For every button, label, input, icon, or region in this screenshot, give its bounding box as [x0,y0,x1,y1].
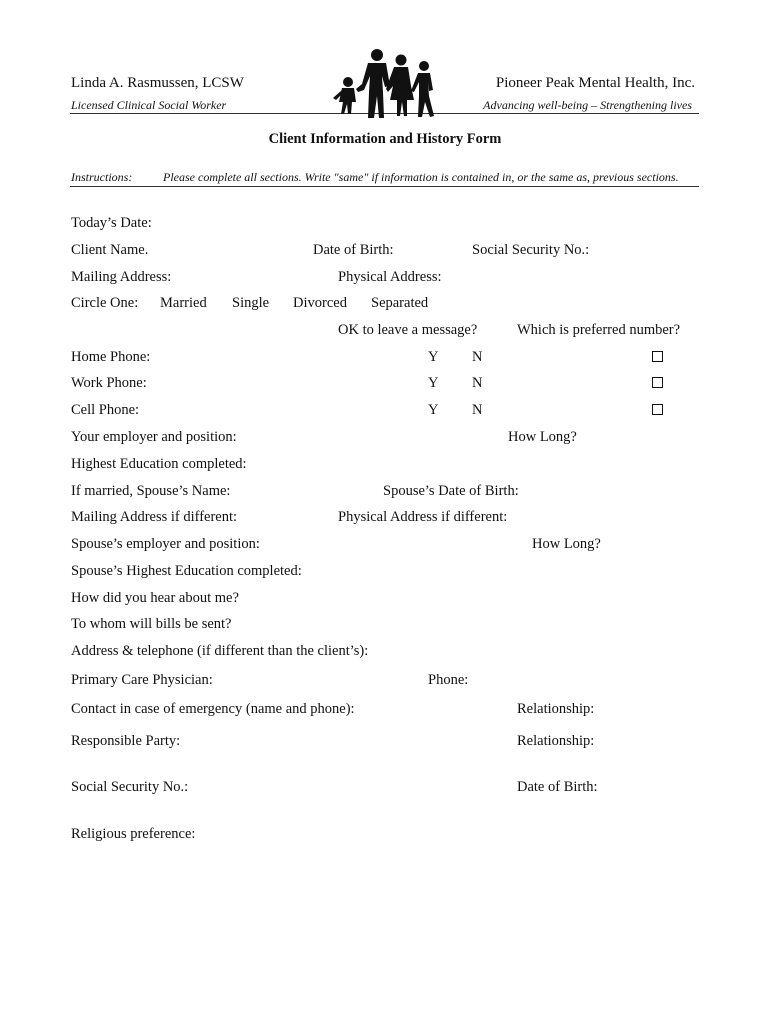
organization-tagline: Advancing well-being – Strengthening lives [483,98,692,112]
spouse-dob-label: Spouse’s Date of Birth: [383,483,519,499]
instructions-text: Please complete all sections. Write "same" if information is contained in, or the same as, previous sections. [163,170,679,184]
spouse-physical-label: Physical Address if different: [338,509,508,525]
marital-separated-option[interactable]: Separated [371,295,429,311]
spouse-mailing-label: Mailing Address if different: [71,509,238,525]
physical-address-label: Physical Address: [338,269,442,285]
home-phone-label: Home Phone: [71,349,151,365]
home-phone-preferred-checkbox[interactable] [652,351,663,362]
referral-source-label: How did you hear about me? [71,590,239,606]
form-title: Client Information and History Form [268,131,502,147]
todays-date-label: Today’s Date: [71,215,152,231]
responsible-ssn-label: Social Security No.: [71,779,189,795]
mailing-address-label: Mailing Address: [71,269,172,285]
how-long-label: How Long? [508,429,577,445]
cell-phone-yes[interactable]: Y [428,402,439,418]
emergency-relationship-label: Relationship: [517,701,595,717]
pcp-label: Primary Care Physician: [71,672,213,688]
work-phone-label: Work Phone: [71,375,147,391]
billing-recipient-label: To whom will bills be sent? [71,616,232,632]
family-silhouette-icon [330,46,440,120]
pcp-phone-label: Phone: [428,672,469,688]
employer-label: Your employer and position: [71,429,237,445]
preferred-number-header: Which is preferred number? [517,322,681,338]
ok-message-header: OK to leave a message? [338,322,478,338]
cell-phone-preferred-checkbox[interactable] [652,404,663,415]
organization-name: Pioneer Peak Mental Health, Inc. [495,75,695,91]
dob-label: Date of Birth: [313,242,394,258]
home-phone-yes[interactable]: Y [428,349,439,365]
marital-married-option[interactable]: Married [160,295,207,311]
practitioner-name: Linda A. Rasmussen, LCSW [71,75,244,91]
cell-phone-label: Cell Phone: [71,402,140,418]
work-phone-preferred-checkbox[interactable] [652,377,663,388]
home-phone-no[interactable]: N [472,349,483,365]
ssn-label: Social Security No.: [472,242,590,258]
spouse-how-long-label: How Long? [532,536,601,552]
spouse-name-label: If married, Spouse’s Name: [71,483,231,499]
instructions-label: Instructions: [71,170,133,184]
education-label: Highest Education completed: [71,456,247,472]
marital-divorced-option[interactable]: Divorced [293,295,347,311]
responsible-relationship-label: Relationship: [517,733,595,749]
spouse-employer-label: Spouse’s employer and position: [71,536,260,552]
religious-preference-label: Religious preference: [71,826,196,842]
responsible-party-label: Responsible Party: [71,733,181,749]
cell-phone-no[interactable]: N [472,402,483,418]
circle-one-label: Circle One: [71,295,139,311]
work-phone-yes[interactable]: Y [428,375,439,391]
client-name-label: Client Name. [71,242,149,258]
responsible-dob-label: Date of Birth: [517,779,598,795]
billing-address-label: Address & telephone (if different than the client’s): [71,643,369,659]
marital-single-option[interactable]: Single [232,295,270,311]
practitioner-title: Licensed Clinical Social Worker [71,98,227,112]
emergency-contact-label: Contact in case of emergency (name and phone): [71,701,355,717]
instructions-rule [70,186,699,187]
work-phone-no[interactable]: N [472,375,483,391]
spouse-education-label: Spouse’s Highest Education completed: [71,563,302,579]
